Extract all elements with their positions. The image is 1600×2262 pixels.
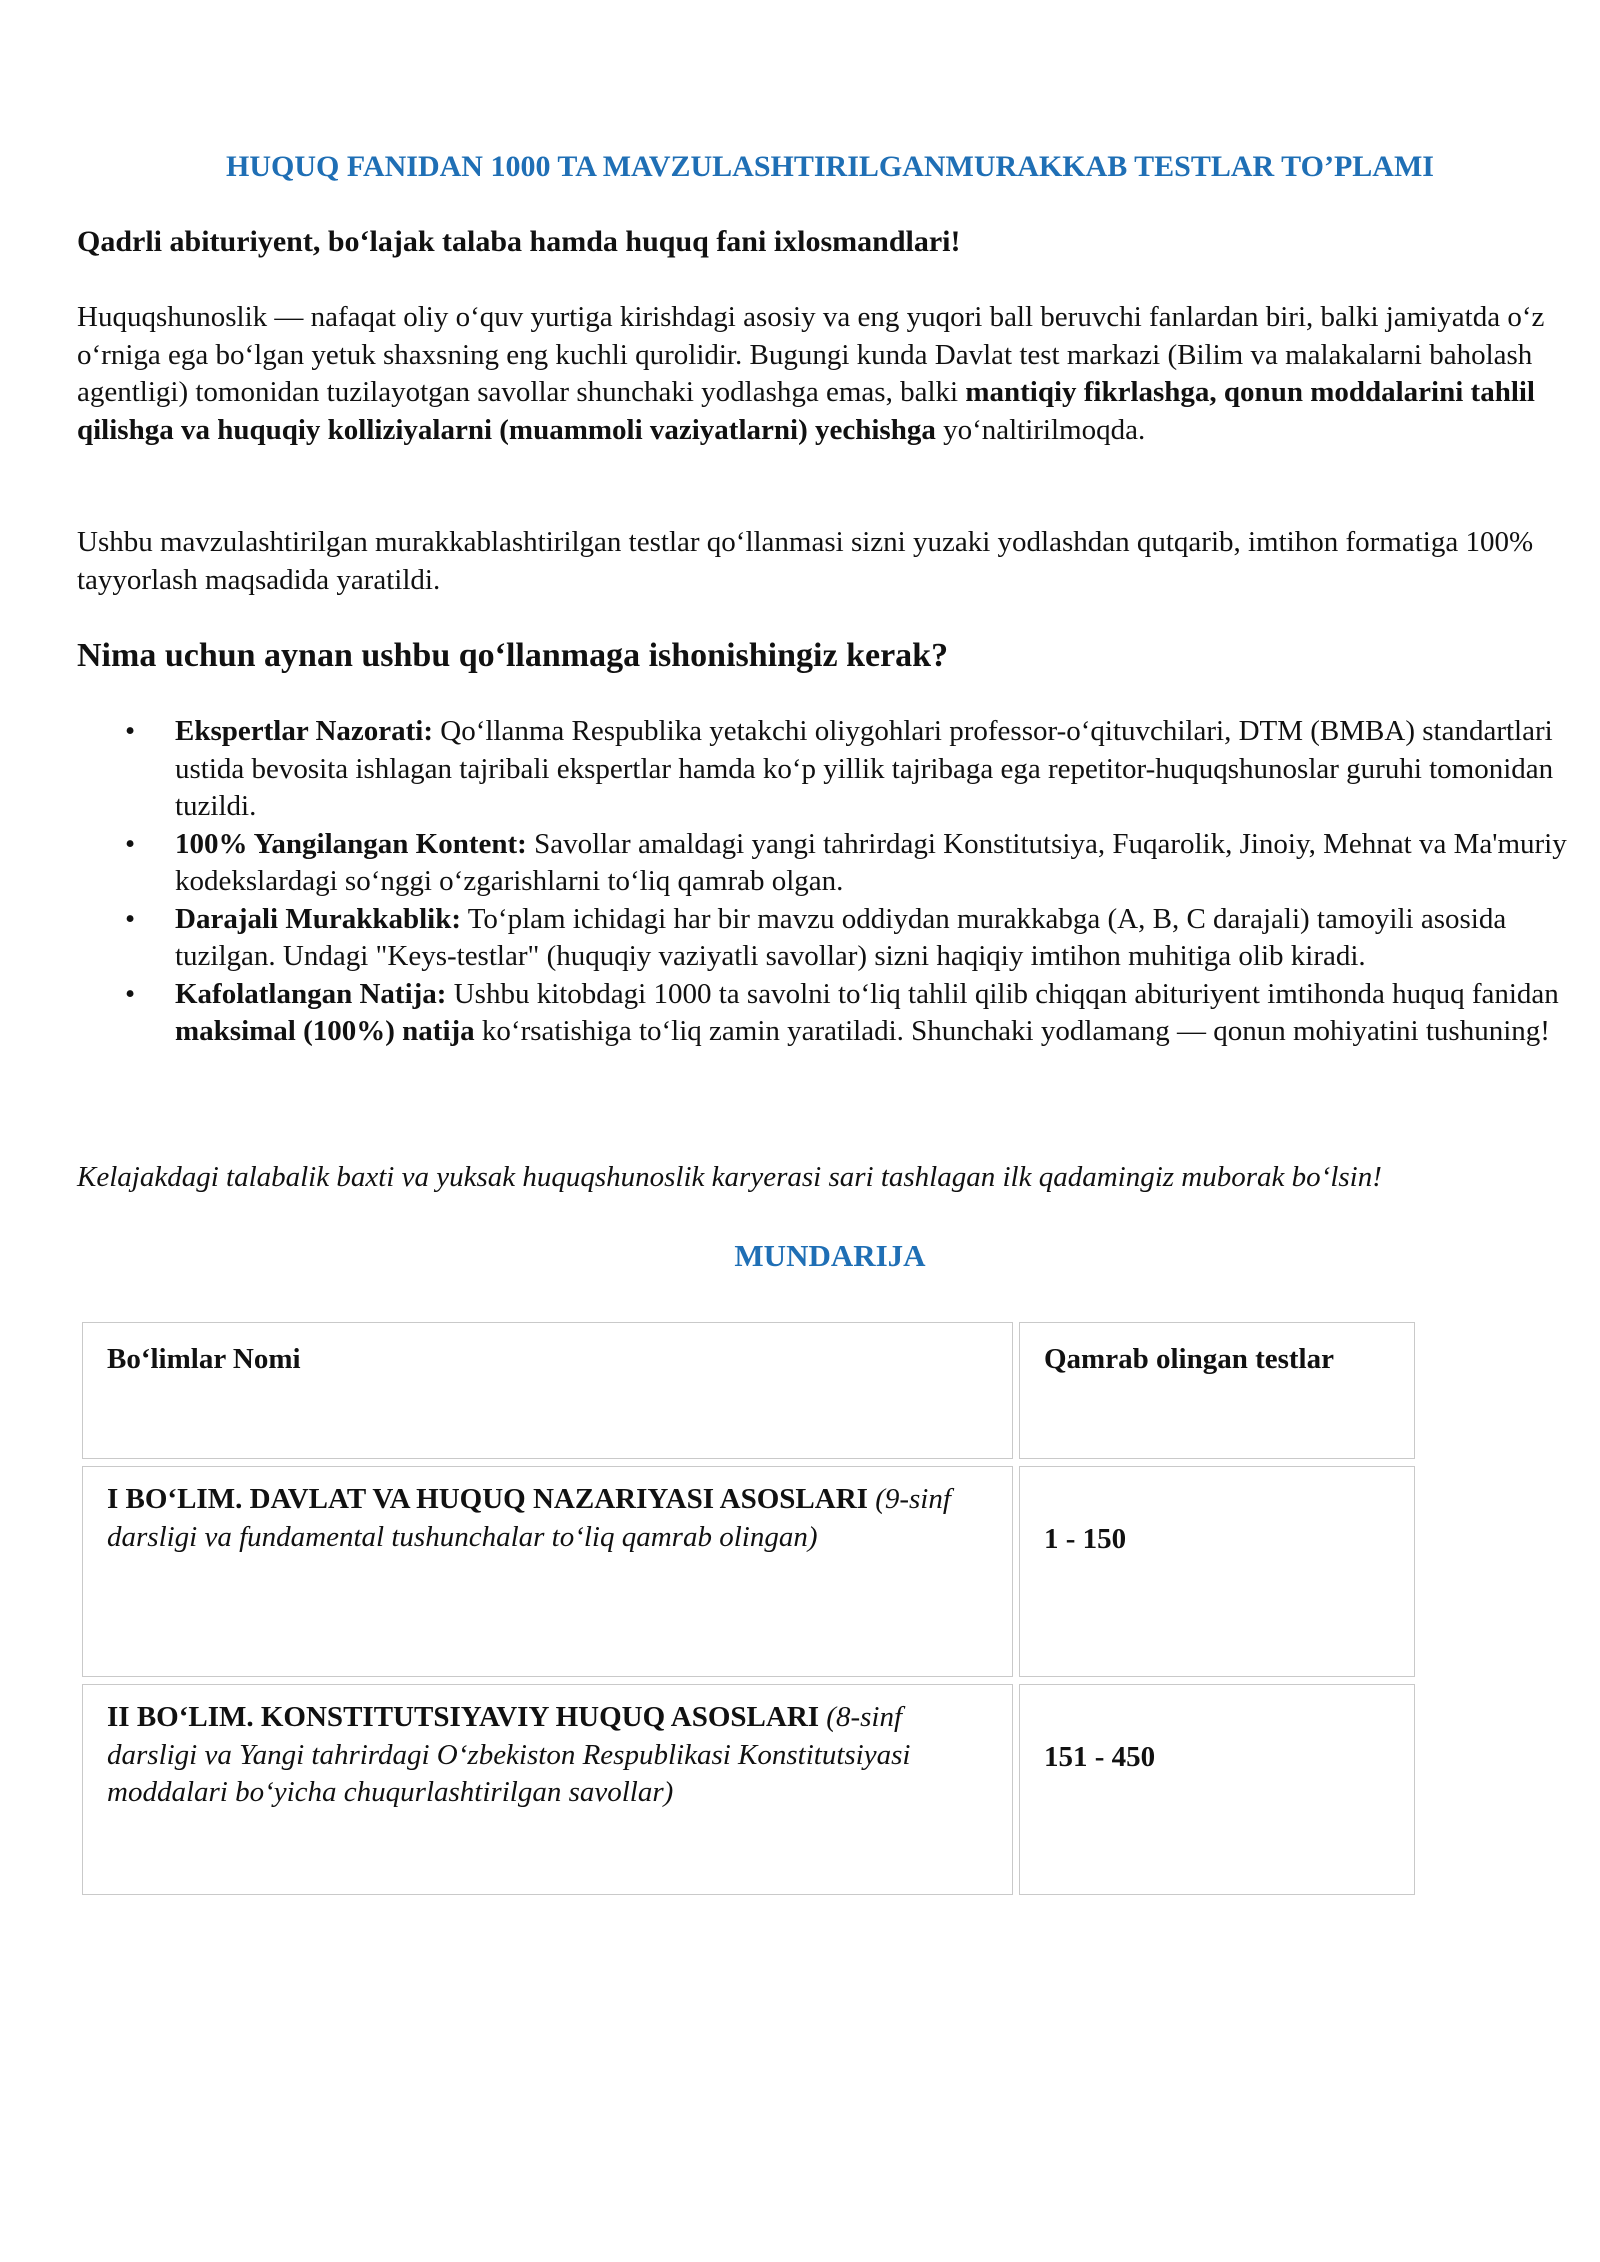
closing-line: Kelajakdagi talabalik baxti va yuksak huquqshunoslik karyerasi sari tashlagan ilk qadamingiz muborak bo‘lsin! (77, 1161, 1382, 1193)
section-name: II BO‘LIM. KONSTITUTSIYAVIY HUQUQ ASOSLARI (107, 1701, 820, 1733)
table-row (1019, 1684, 1415, 1895)
greeting: Qadrli abituriyent, bo‘lajak talaba hamda huquq fani ixlosmandlari! (77, 225, 961, 258)
feature-text-end: ko‘rsatishiga to‘liq zamin yaratiladi. Shunchaki yodlamang — qonun mohiyatini tushuning! (474, 1015, 1550, 1047)
feature-bold-text: maksimal (100%) natija (175, 1015, 475, 1047)
test-range: 151 - 450 (1044, 1741, 1156, 1773)
feature-text: Savollar amaldagi yangi tahrirdagi Konstitutsiya, Fuqarolik, Jinoiy, Mehnat va Ma'muriy kodekslardagi so‘nggi o‘zgarishlarni to‘liq qamrab olgan. (175, 827, 1567, 897)
feature-label: 100% Yangilangan Kontent: (175, 827, 527, 860)
table-row (1019, 1466, 1415, 1677)
toc-header-section (82, 1322, 1013, 1459)
list-item (77, 826, 1577, 901)
toc-header-tests (1019, 1322, 1415, 1459)
intro-paragraph (77, 299, 1577, 449)
feature-text: Ushbu kitobdagi 1000 ta savolni to‘liq tahlil qilib chiqqan abituriyent imtihonda huquq fanidan (446, 977, 1559, 1010)
feature-text: To‘plam ichidagi har bir mavzu oddiydan murakkabga (A, B, C darajali) tamoyili asosida tuzilgan. Undagi "Keys-testlar" (huquqiy vaziyatli savollar) sizni haqiqiy imtihon muhitiga olib kiradi. (175, 902, 1507, 972)
table-header-label: Bo‘limlar Nomi (107, 1343, 301, 1375)
toc-title: MUNDARIJA (734, 1238, 926, 1273)
table-row (82, 1466, 1013, 1677)
table-header-label: Qamrab olingan testlar (1044, 1343, 1334, 1375)
feature-label: Kafolatlangan Natija: (175, 977, 447, 1010)
purpose-paragraph: Ushbu mavzulashtirilgan murakkablashtirilgan testlar qo‘llanmasi sizni yuzaki yodlashdan qutqarib, imtihon formatiga 100% tayyorlash maqsadida yaratildi. (77, 526, 1534, 596)
section-description: (8-sinf darsligi va Yangi tahrirdagi O‘zbekiston Respublikasi Konstitutsiyasi moddalari bo‘yicha chuqurlashtirilgan savollar) (107, 1701, 911, 1808)
feature-label: Ekspertlar Nazorati: (175, 715, 433, 747)
intro-text: Huquqshunoslik — nafaqat oliy o‘quv yurtiga kirishdagi asosiy va eng yuqori ball beruvchi fanlardan biri, balki jamiyatda o‘z o‘rniga ega bo‘lgan yetuk shaxsning eng kuchli qurolidir. Bugungi kunda Davlat test markazi (Bilim va malakalarni baholash agentligi) tomonidan tuzilayotgan savollar shunchaki yodlashga emas, balki (77, 301, 1545, 408)
list-item (77, 713, 1577, 826)
test-range: 1 - 150 (1044, 1523, 1127, 1555)
list-item (77, 976, 1577, 1051)
list-item (77, 901, 1577, 976)
section-name: I BO‘LIM. DAVLAT VA HUQUQ NAZARIYASI ASOSLARI (107, 1483, 868, 1515)
feature-text: Qo‘llanma Respublika yetakchi oliygohlari professor-o‘qituvchilari, DTM (BMBA) standartlari ustida bevosita ishlagan tajribali ekspertlar hamda ko‘p yillik tajribaga ega repetitor-huquqshunoslar guruhi tomonidan tuzildi. (175, 715, 1554, 822)
why-heading: Nima uchun aynan ushbu qo‘llanmaga ishonishingiz kerak? (77, 637, 949, 674)
table-row (82, 1684, 1013, 1895)
intro-text-end: yo‘naltirilmoqda. (935, 413, 1146, 446)
intro-bold-text: mantiqiy fikrlashga, qonun moddalarini tahlil qilishga va huquqiy kolliziyalarni (muammoli vaziyatlarni) yechishga (77, 376, 1535, 446)
feature-label: Darajali Murakkablik: (175, 902, 461, 935)
features-list (77, 713, 1577, 1051)
document-title: HUQUQ FANIDAN 1000 TA MAVZULASHTIRILGANMURAKKAB TESTLAR TO’PLAMI (226, 150, 1434, 183)
section-description: (9-sinf darsligi va fundamental tushunchalar to‘liq qamrab olingan) (107, 1483, 951, 1553)
